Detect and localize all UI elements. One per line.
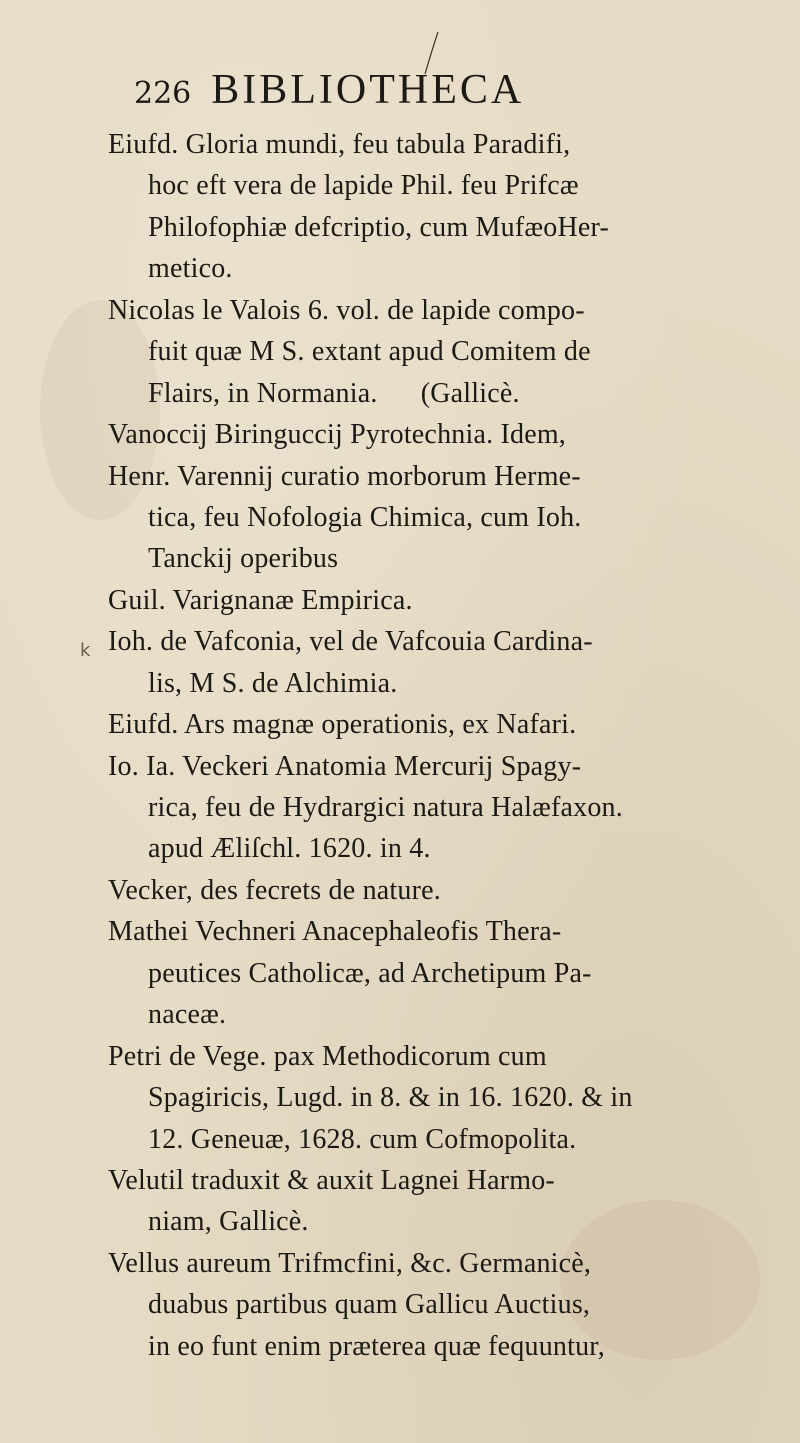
entry-line: Velutil traduxit & auxit Lagnei Harmo- xyxy=(108,1164,555,1196)
entry-line: lis, M S. de Alchimia. xyxy=(148,667,398,699)
entry xyxy=(108,746,790,870)
page-number: 226 xyxy=(134,76,192,111)
entry-line: in eo funt enim præterea quæ fequuntur, xyxy=(148,1330,605,1362)
entry-line: Mathei Vechneri Anacephaleofis Thera- xyxy=(108,916,562,948)
running-head: BIBLIOTHECA xyxy=(211,67,525,113)
entry-line: Flairs, in Normania. (Gallicè. xyxy=(148,377,520,409)
entry xyxy=(108,704,790,745)
entry-line: Eiufd. Gloria mundi, feu tabula Paradifi, xyxy=(108,129,571,160)
entry xyxy=(108,580,790,621)
entry-line: Io. Ia. Veckeri Anatomia Mercurij Spagy- xyxy=(108,750,582,782)
entry-line: naceæ. xyxy=(148,999,227,1031)
margin-annotation: k xyxy=(80,640,91,661)
entry-line: rica, feu de Hydrargici natura Halæfaxon. xyxy=(148,792,623,823)
entry-line: niam, Gallicè. xyxy=(148,1206,309,1238)
bibliography-entries xyxy=(108,124,790,1367)
entry-line: Vellus aureum Trifmcfini, &c. Germanicè, xyxy=(108,1247,592,1279)
entry-line: Philofophiæ defcriptio, cum MufæoHer- xyxy=(148,211,609,243)
entry xyxy=(108,1036,790,1160)
page-header xyxy=(134,66,694,122)
entry xyxy=(108,1243,790,1367)
entry-line: Vanoccij Biringuccij Pyrotechnia. Idem, xyxy=(108,419,567,451)
entry-line: hoc eft vera de lapide Phil. feu Prifcæ xyxy=(148,170,579,202)
entry xyxy=(108,911,790,1035)
entry-line: metico. xyxy=(148,253,233,285)
entry-line: Henr. Varennij curatio morborum Herme- xyxy=(108,460,581,492)
entry-line: tica, feu Nofologia Chimica, cum Ioh. xyxy=(148,501,582,533)
entry-line: Nicolas le Valois 6. vol. de lapide compo- xyxy=(108,294,585,326)
entry-line: duabus partibus quam Gallicu Auctius, xyxy=(148,1289,591,1321)
entry-line: apud Æliſchl. 1620. in 4. xyxy=(148,833,431,865)
entry-line: Petri de Vege. pax Methodicorum cum xyxy=(108,1040,547,1072)
entry-line: peutices Catholicæ, ad Archetipum Pa- xyxy=(148,957,592,989)
entry xyxy=(108,124,790,290)
entry-line: fuit quæ M S. extant apud Comitem de xyxy=(148,336,591,368)
entry xyxy=(108,456,790,580)
entry xyxy=(108,290,790,414)
entry-line: Spagiricis, Lugd. in 8. & in 16. 1620. & in xyxy=(148,1082,633,1114)
entry xyxy=(108,870,790,911)
entry xyxy=(108,1160,790,1243)
entry-line: Guil. Varignanæ Empirica. xyxy=(108,584,413,616)
entry-line: Eiufd. Ars magnæ operationis, ex Nafari. xyxy=(108,709,577,741)
entry-line: 12. Geneuæ, 1628. cum Cofmopolita. xyxy=(148,1123,577,1155)
entry-line: Tanckij operibus xyxy=(148,543,339,575)
entry xyxy=(108,414,790,455)
entry-line: Vecker, des fecrets de nature. xyxy=(108,874,441,906)
entry xyxy=(108,621,790,704)
entry-line: Ioh. de Vafconia, vel de Vafcouia Cardina- xyxy=(108,626,593,658)
